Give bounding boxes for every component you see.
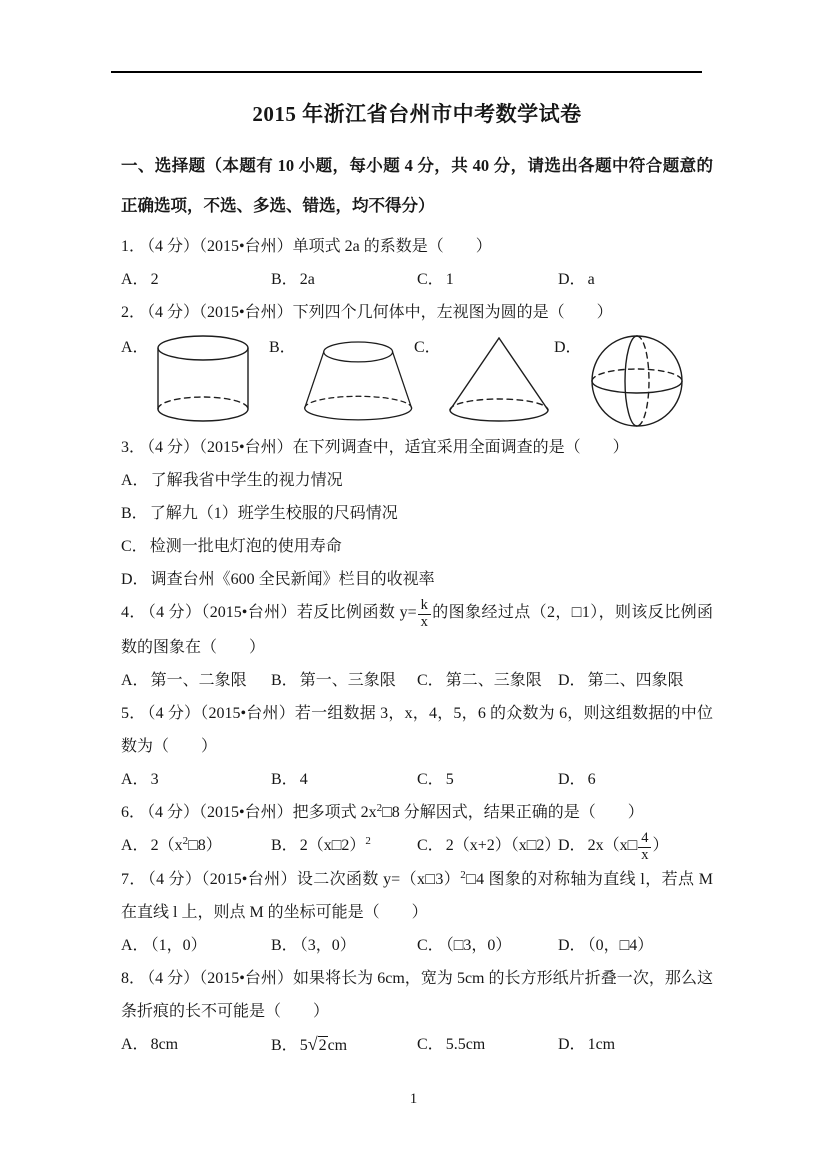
option-text: 2（x□2） [299, 836, 366, 854]
option-text: 2 [150, 271, 159, 288]
option-text: 第二、四象限 [587, 671, 684, 689]
section-heading: 一、选择题（本题有 10 小题，每小题 4 分，共 40 分，请选出各题中符合题意的正确选项，不选、多选、错选，均不得分） [121, 156, 713, 215]
option-c [417, 929, 558, 962]
page-number: 1 [409, 1091, 418, 1107]
option-text: 2x（x□ [587, 836, 638, 854]
fraction-numerator: k [418, 598, 431, 615]
figure-option-b [269, 334, 414, 426]
option-text: 第二、三象限 [445, 671, 542, 689]
question-3-option-d [121, 563, 713, 596]
option-d [558, 763, 713, 796]
question-3-option-b [121, 497, 713, 530]
stem-text: 的图象经过点（2，□1），则该反比例函数的图象在（ ） [121, 604, 713, 656]
option-letter: C． [417, 1036, 444, 1054]
option-text: （□3，0） [445, 937, 512, 955]
option-b [271, 763, 417, 796]
option-letter: B． [121, 505, 148, 522]
option-text: 3 [150, 770, 159, 788]
option-c [417, 664, 558, 697]
option-b [271, 1028, 417, 1062]
question-7-options [121, 929, 713, 962]
figure-option-c [414, 334, 554, 424]
exponent: 2 [460, 869, 466, 882]
figure-option-d [554, 334, 686, 428]
option-text: （1，0） [150, 937, 207, 955]
radicand: 2 [318, 1037, 327, 1055]
option-c [417, 763, 558, 796]
question-number: 8． [121, 970, 146, 988]
stem-text: □8 分解因式，结果正确的是（ ） [382, 803, 644, 821]
cylinder-icon [155, 334, 251, 424]
stem-text: （4 分）（2015•台州）若反比例函数 y= [147, 604, 417, 621]
option-letter: C． [414, 339, 441, 356]
option-letter: B． [271, 937, 298, 955]
question-number: 2． [121, 304, 146, 321]
option-text: 5 [299, 1037, 308, 1055]
exponent: 2 [182, 834, 189, 847]
option-letter: A． [121, 671, 149, 689]
radical-sign: √ [307, 1034, 318, 1055]
option-text: 检测一批电灯泡的使用寿命 [149, 538, 342, 555]
option-letter: D． [558, 770, 586, 788]
option-letter: D． [558, 1036, 586, 1054]
question-6-stem [121, 796, 713, 829]
stem-text: （4 分）（2015•台州）把多项式 2x [147, 803, 377, 821]
figure-option-a [121, 334, 269, 424]
option-d [558, 829, 713, 864]
question-1-options [121, 263, 713, 296]
stem-text: （4 分）（2015•台州）单项式 2a 的系数是（ ） [147, 238, 492, 255]
frustum-icon [302, 334, 414, 426]
option-b [271, 829, 417, 864]
fraction-4-over-x [638, 831, 651, 863]
option-letter: A． [121, 271, 149, 288]
fraction-k-over-x [418, 598, 431, 630]
question-3-stem [121, 431, 713, 464]
option-b [271, 664, 417, 697]
stem-text: （4 分）（2015•台州）在下列调查中，适宜采用全面调查的是（ ） [147, 439, 629, 456]
stem-text: （4 分）（2015•台州）下列四个几何体中，左视图为圆的是（ ） [147, 304, 613, 321]
option-letter: C． [417, 937, 444, 955]
option-text: 2a [299, 271, 315, 288]
option-letter: B． [271, 770, 298, 788]
option-letter: A． [121, 836, 149, 854]
option-a [121, 664, 271, 697]
question-4-options [121, 664, 713, 697]
question-2-figures [121, 334, 713, 428]
cone-icon [447, 334, 551, 424]
option-a [121, 263, 271, 296]
option-text: （3，0） [299, 937, 356, 955]
option-a [121, 929, 271, 962]
option-text: □8） [188, 836, 222, 854]
option-text: 6 [587, 770, 596, 788]
option-text: 了解我省中学生的视力情况 [150, 472, 343, 489]
question-5-options [121, 763, 713, 796]
option-letter: C． [121, 538, 148, 555]
stem-text: （4 分）（2015•台州）如果将长为 6cm，宽为 5cm 的长方形纸片折叠一次，那么这条折痕的长不可能是（ ） [121, 970, 713, 1021]
option-text: 调查台州《600 全民新闻》栏目的收视率 [150, 571, 435, 588]
option-letter: D． [558, 271, 586, 288]
option-c [417, 829, 561, 864]
page-content [121, 97, 713, 1062]
question-7-stem [121, 863, 713, 929]
option-text: cm [327, 1037, 348, 1055]
option-letter: C． [417, 271, 444, 288]
option-text: 5 [445, 770, 454, 788]
option-text: 8cm [150, 1036, 179, 1054]
question-2-stem [121, 296, 713, 329]
option-d [558, 664, 713, 697]
option-b [271, 263, 417, 296]
option-letter: C． [417, 770, 444, 788]
option-text: 了解九（1）班学生校服的尺码情况 [149, 505, 398, 522]
option-text: 1cm [587, 1036, 616, 1054]
option-text: ） [652, 836, 669, 854]
stem-text: □4 图象的对称轴为直线 l，若点 M 在直线 l 上，则点 M 的坐标可能是（ ） [121, 871, 713, 922]
sphere-icon [588, 334, 686, 428]
option-letter: A． [121, 339, 149, 356]
option-letter: D． [121, 571, 149, 588]
option-text: a [587, 271, 595, 288]
option-letter: D． [558, 937, 586, 955]
question-number: 3． [121, 439, 146, 456]
option-text: 第一、二象限 [150, 671, 247, 689]
stem-text: （4 分）（2015•台州）设二次函数 y=（x□3） [147, 871, 461, 889]
option-letter: D． [554, 339, 582, 356]
question-4-stem [121, 596, 713, 664]
question-3-option-a [121, 464, 713, 497]
fraction-numerator: 4 [638, 831, 651, 848]
option-text: 1 [445, 271, 454, 288]
option-text: （0，□4） [587, 937, 654, 955]
option-a [121, 829, 271, 864]
question-8-stem [121, 962, 713, 1028]
option-letter: B． [271, 271, 298, 288]
option-text: 5.5cm [445, 1036, 486, 1054]
option-text: 4 [299, 770, 308, 788]
question-5-stem [121, 697, 713, 763]
option-text: 第一、三象限 [299, 671, 396, 689]
question-number: 5． [121, 704, 146, 722]
option-letter: D． [558, 836, 586, 854]
option-text: 2（x [150, 836, 183, 854]
fraction-denominator: x [641, 846, 649, 863]
page-title: 2015 年浙江省台州市中考数学试卷 [252, 102, 582, 126]
exponent: 2 [365, 834, 371, 847]
option-letter: D． [558, 671, 586, 689]
option-letter: C． [417, 836, 444, 854]
header-rule [111, 71, 702, 73]
option-d [558, 1028, 713, 1062]
option-c [417, 1028, 558, 1062]
exponent: 2 [376, 801, 383, 814]
question-1-stem [121, 230, 713, 263]
option-letter: A． [121, 1036, 149, 1054]
fraction-denominator: x [420, 613, 428, 630]
option-letter: C． [417, 671, 444, 689]
option-letter: A． [121, 937, 149, 955]
question-number: 1． [121, 238, 146, 255]
option-letter: B． [271, 671, 298, 689]
option-letter: A． [121, 770, 149, 788]
stem-text: （4 分）（2015•台州）若一组数据 3，x，4，5，6 的众数为 6，则这组数据的中位数为（ ） [121, 704, 713, 755]
option-letter: B． [271, 836, 298, 854]
question-number: 6． [121, 803, 146, 821]
option-letter: B． [271, 1037, 298, 1055]
question-3-option-c [121, 530, 713, 563]
option-d [558, 263, 713, 296]
option-d [558, 929, 713, 962]
option-a [121, 763, 271, 796]
question-6-options [121, 829, 713, 864]
option-b [271, 929, 417, 962]
question-number: 7． [121, 871, 146, 889]
option-a [121, 1028, 271, 1062]
question-8-options [121, 1028, 713, 1062]
option-letter: A． [121, 472, 149, 489]
option-letter: B． [269, 339, 296, 356]
option-text: 2（x+2）（x□2） [445, 836, 561, 854]
option-c [417, 263, 558, 296]
question-number: 4． [121, 604, 146, 621]
